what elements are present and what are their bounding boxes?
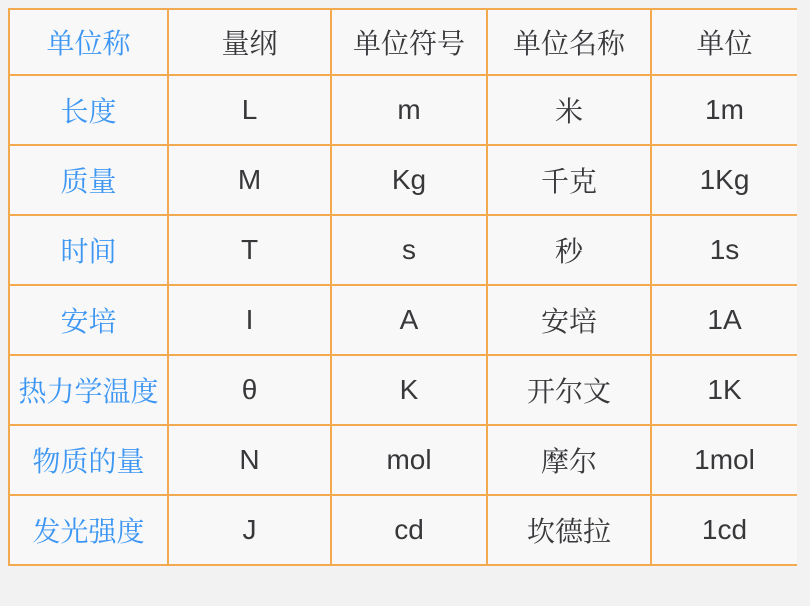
table-row — [9, 215, 797, 285]
column-header-3: 单位符号 — [331, 9, 487, 75]
data-cell: L — [168, 75, 331, 145]
row-label-cell: 质量 — [9, 145, 168, 215]
data-cell: 安培 — [487, 285, 651, 355]
column-header-4: 单位名称 — [487, 9, 651, 75]
data-cell: 1A — [651, 285, 797, 355]
table-row — [9, 145, 797, 215]
data-cell: 摩尔 — [487, 425, 651, 495]
row-label-cell: 发光强度 — [9, 495, 168, 565]
data-cell: M — [168, 145, 331, 215]
data-cell: Kg — [331, 145, 487, 215]
row-label-cell: 长度 — [9, 75, 168, 145]
data-cell: 秒 — [487, 215, 651, 285]
data-cell: mol — [331, 425, 487, 495]
table-row — [9, 75, 797, 145]
data-cell: 坎德拉 — [487, 495, 651, 565]
row-label-cell: 热力学温度 — [9, 355, 168, 425]
data-cell: T — [168, 215, 331, 285]
si-base-units-table — [8, 8, 797, 566]
data-cell: θ — [168, 355, 331, 425]
table-body — [9, 75, 797, 565]
data-cell: 开尔文 — [487, 355, 651, 425]
column-header-2: 量纲 — [168, 9, 331, 75]
data-cell: cd — [331, 495, 487, 565]
table-row — [9, 495, 797, 565]
data-cell: I — [168, 285, 331, 355]
data-cell: m — [331, 75, 487, 145]
table-row — [9, 355, 797, 425]
data-cell: 米 — [487, 75, 651, 145]
table-row — [9, 285, 797, 355]
table-row — [9, 425, 797, 495]
data-cell: N — [168, 425, 331, 495]
data-cell: 1m — [651, 75, 797, 145]
column-header-5: 单位 — [651, 9, 797, 75]
data-cell: 千克 — [487, 145, 651, 215]
header-row — [9, 9, 797, 75]
column-header-1: 单位称 — [9, 9, 168, 75]
table-header — [9, 9, 797, 75]
data-cell: 1cd — [651, 495, 797, 565]
data-cell: 1mol — [651, 425, 797, 495]
data-cell: J — [168, 495, 331, 565]
row-label-cell: 物质的量 — [9, 425, 168, 495]
row-label-cell: 时间 — [9, 215, 168, 285]
data-cell: 1Kg — [651, 145, 797, 215]
data-cell: 1K — [651, 355, 797, 425]
row-label-cell: 安培 — [9, 285, 168, 355]
data-cell: A — [331, 285, 487, 355]
data-cell: 1s — [651, 215, 797, 285]
data-cell: s — [331, 215, 487, 285]
data-cell: K — [331, 355, 487, 425]
